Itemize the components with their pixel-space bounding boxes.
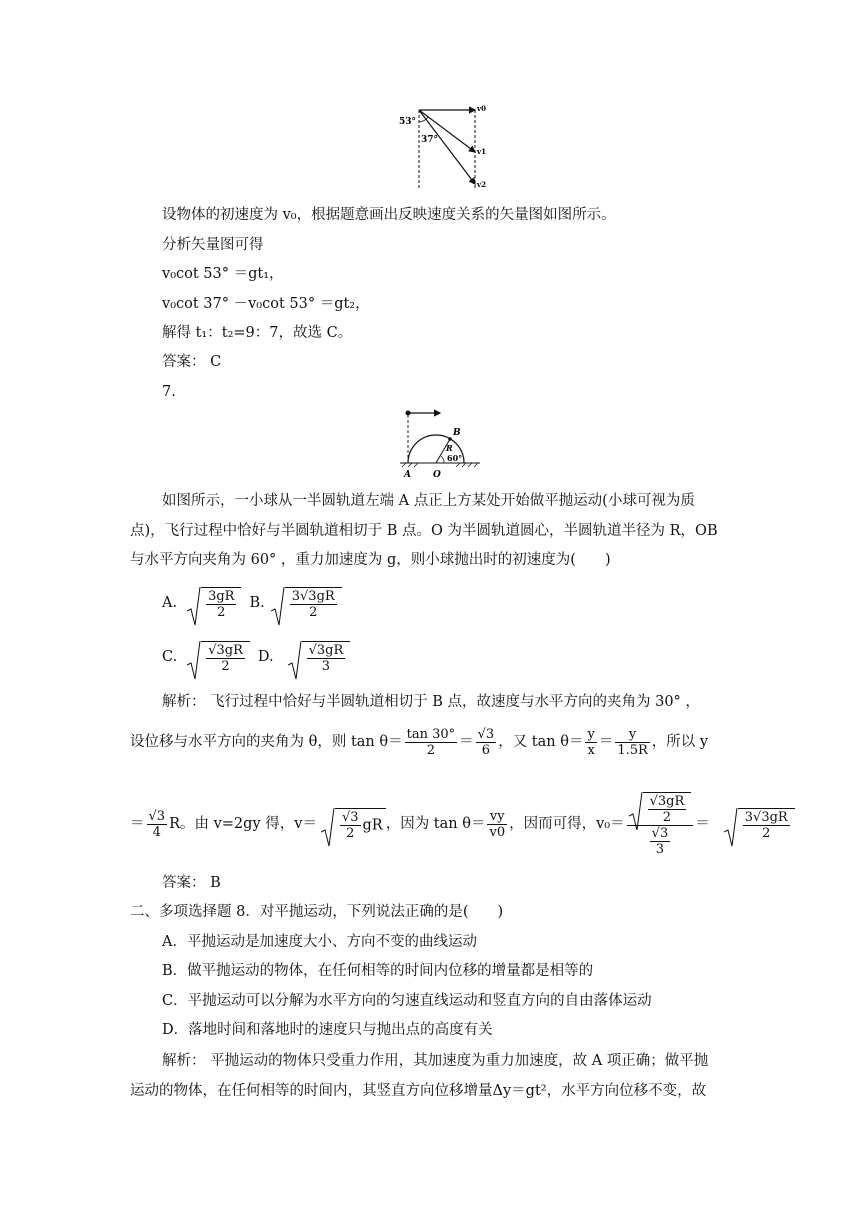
option-c-label: C. bbox=[162, 649, 178, 665]
p6-line3: v₀cot 53° ＝gt₁， bbox=[162, 266, 284, 282]
frac-num-y: y bbox=[587, 726, 595, 742]
frac-num-vy: vy bbox=[487, 809, 507, 825]
sol2-text-b: ＝ bbox=[459, 734, 474, 750]
q7-options-cd bbox=[162, 632, 350, 682]
option-d-numerator: √3gR bbox=[308, 642, 344, 658]
frac-num-tan30: tan 30° bbox=[406, 726, 456, 742]
p6-line5: 解得 t₁：t₂=9：7，故选 C。 bbox=[162, 325, 353, 341]
angle-60-label: 60° bbox=[447, 453, 463, 463]
final-num: 3√3gR bbox=[744, 809, 788, 825]
q8-solution-line1: 解析： 平抛运动的物体只受重力作用，其加速度为重力加速度，故 A 项正确；做平抛 bbox=[162, 1053, 709, 1069]
frac-den-2: 2 bbox=[426, 742, 436, 758]
sol3-text-d: ＝ bbox=[302, 816, 317, 832]
option-b-numerator: 3√3gR bbox=[291, 588, 335, 604]
v0-numerator-sqrt bbox=[629, 792, 692, 825]
sol2-text-a: 设位移与水平方向的夹角为 θ，则 tan θ＝ bbox=[130, 734, 403, 750]
frac-num-sqrt3b: √3 bbox=[148, 808, 166, 824]
option-d-label: D. bbox=[257, 649, 274, 665]
frac-den-1.5r: 1.5R bbox=[617, 742, 648, 758]
frac-den-v0: v0 bbox=[489, 824, 506, 840]
q7-solution-line3 bbox=[130, 782, 795, 866]
v0-denominator bbox=[650, 826, 671, 857]
angle-53-label: 53° bbox=[399, 117, 417, 127]
frac-y-over-x bbox=[585, 727, 596, 758]
q7-stem-line1: 如图所示，一小球从一半圆轨道左端 A 点正上方某处开始做平抛运动(小球可视为质 bbox=[162, 493, 695, 509]
q8-stem: 二、多项选择题 8．对平抛运动，下列说法正确的是( ) bbox=[130, 904, 504, 920]
final-expression bbox=[724, 808, 795, 841]
option-b-expression bbox=[271, 587, 342, 620]
sol3-text-f: ，因而可得，v₀＝ bbox=[509, 816, 625, 832]
q7-solution-line1: 解析： 飞行过程中恰好与半圆轨道相切于 B 点，故速度与水平方向的夹角为 30° ， bbox=[162, 694, 700, 710]
frac-tan30-over-2 bbox=[405, 727, 458, 758]
q7-number: 7. bbox=[162, 384, 176, 400]
vy-den: 2 bbox=[346, 825, 355, 841]
q8-solution-line2: 运动的物体，在任何相等的时间内，其竖直方向位移增量Δy＝gt²，水平方向位移不变，故 bbox=[130, 1083, 707, 1099]
sol3-text-c: =2gy 得，v bbox=[221, 816, 303, 832]
semicircle-track-diagram bbox=[396, 405, 486, 487]
option-c-expression bbox=[187, 641, 250, 674]
sol3-text-a: ＝ bbox=[130, 816, 145, 832]
sol3-text-e: ，因为 tan θ＝ bbox=[385, 816, 486, 832]
frac-num-sqrt3: √3 bbox=[477, 726, 495, 742]
sol3-text-g: ＝ bbox=[695, 816, 710, 832]
q7-stem-line2: 点)，飞行过程中恰好与半圆轨道相切于 B 点。O 为半圆轨道圆心，半圆轨道半径为 R，OB bbox=[130, 523, 718, 539]
q8-option-d: D．落地时间和落地时的速度只与抛出点的高度有关 bbox=[162, 1022, 493, 1038]
p6-line2: 分析矢量图可得 bbox=[162, 237, 264, 253]
v0-inner-den: 2 bbox=[662, 809, 672, 825]
frac-sqrt3-over-4 bbox=[147, 809, 168, 840]
v1-label: v1 bbox=[477, 147, 486, 156]
v0-den-den: 3 bbox=[655, 841, 665, 857]
option-a-expression bbox=[187, 587, 241, 620]
v0-inner-num: √3gR bbox=[649, 793, 685, 809]
point-a-label: A bbox=[404, 470, 411, 480]
radius-r-label: R bbox=[446, 443, 453, 453]
option-d-denominator: 3 bbox=[321, 658, 331, 674]
sol2-text-d: ＝ bbox=[598, 734, 614, 750]
option-d-expression bbox=[288, 641, 351, 674]
option-a-label: A. bbox=[162, 595, 178, 611]
option-c-denominator: 2 bbox=[221, 658, 230, 674]
vy-gr: gR bbox=[362, 817, 383, 833]
option-b-label: B. bbox=[249, 595, 265, 611]
sol2-text-c: ，又 tan θ＝ bbox=[498, 734, 584, 750]
v0-den-num: √3 bbox=[651, 825, 669, 841]
frac-vy-over-v0 bbox=[487, 809, 507, 840]
sol3-text-b: R。由 v bbox=[169, 816, 222, 832]
q8-option-b: B．做平抛运动的物体，在任何相等的时间内位移的增量都是相等的 bbox=[162, 963, 594, 979]
option-c-numerator: √3gR bbox=[208, 642, 243, 658]
frac-num-y2: y bbox=[615, 727, 649, 743]
option-a-numerator: 3gR bbox=[208, 588, 235, 604]
vy-num: √3 bbox=[341, 809, 359, 825]
q8-option-c: C．平抛运动可以分解为水平方向的匀速直线运动和竖直方向的自由落体运动 bbox=[162, 993, 652, 1009]
point-b-label: B bbox=[453, 428, 461, 438]
p6-answer: 答案： C bbox=[162, 354, 222, 370]
option-b-denominator: 2 bbox=[309, 604, 318, 620]
angle-37-label: 37° bbox=[421, 135, 439, 145]
q8-option-a: A．平抛运动是加速度大小、方向不变的曲线运动 bbox=[162, 934, 477, 950]
vy-expression bbox=[321, 808, 386, 841]
frac-den-x: x bbox=[587, 742, 595, 758]
final-den: 2 bbox=[762, 825, 771, 841]
option-a-denominator: 2 bbox=[217, 604, 226, 620]
q7-answer: 答案： B bbox=[162, 875, 221, 891]
frac-den-6: 6 bbox=[481, 742, 491, 758]
point-o-label: O bbox=[433, 470, 441, 480]
p6-line1: 设物体的初速度为 v₀，根据题意画出反映速度关系的矢量图如图所示。 bbox=[162, 207, 616, 223]
frac-den-4: 4 bbox=[152, 824, 161, 840]
p6-line4: v₀cot 37° －v₀cot 53° ＝gt₂， bbox=[162, 296, 370, 312]
velocity-vector-diagram bbox=[395, 100, 495, 192]
frac-sqrt3-over-6 bbox=[476, 727, 497, 758]
q7-stem-line3: 与水平方向夹角为 60° ，重力加速度为 g，则小球抛出时的初速度为( ) bbox=[130, 552, 611, 568]
v2-label: v2 bbox=[477, 180, 486, 189]
q7-options-ab bbox=[162, 578, 342, 628]
v0-big-fraction bbox=[627, 792, 694, 857]
q7-solution-line2 bbox=[130, 720, 708, 764]
sol2-text-e: ，所以 y bbox=[651, 734, 709, 750]
frac-y-over-1.5r bbox=[615, 727, 649, 758]
v0-label: v0 bbox=[477, 104, 486, 113]
